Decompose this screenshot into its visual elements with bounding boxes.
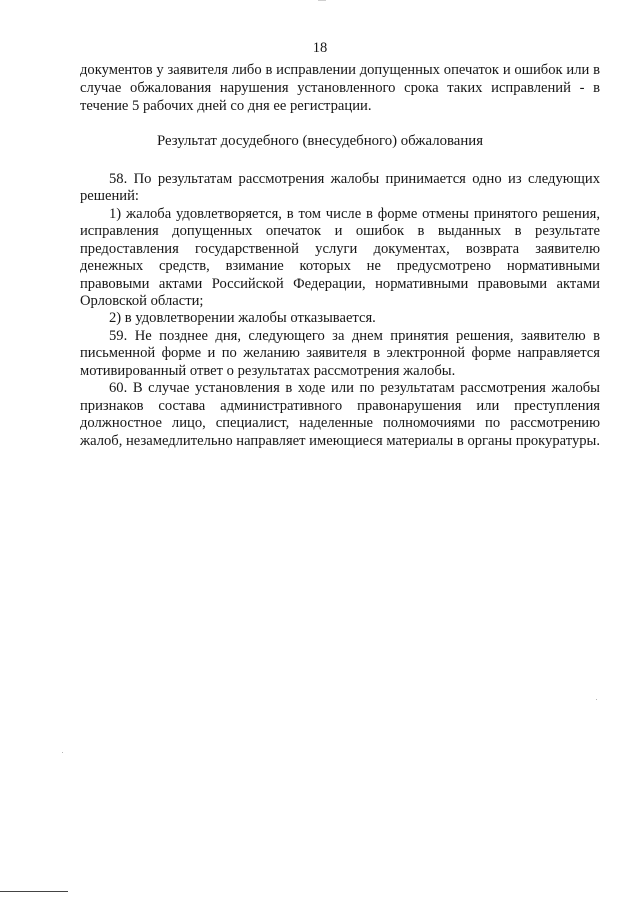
text-line: 58. По результатам рассмотрения жалобы принимается одно из следующих (109, 171, 600, 187)
text-line: Орловской области; (80, 293, 204, 309)
text-line: правовыми актами Российской Федерации, нормативными правовыми актами (80, 276, 600, 292)
scan-artifact-top (318, 0, 326, 1)
text-line: исправления допущенных опечаток и ошибок в выданных в результате (80, 223, 600, 239)
text-line: 2) в удовлетворении жалобы отказывается. (109, 310, 376, 326)
text-line: письменной форме и по желанию заявителя в электронной форме направляется (80, 345, 600, 361)
text-line: случае обжалования нарушения установленного срока таких исправлений - в (80, 80, 600, 96)
text-line: предоставления государственной услуги документах, возврата заявителю (80, 241, 600, 257)
text-line: признаков состава административного правонарушения или преступления (80, 398, 600, 414)
text-line: должностное лицо, специалист, наделенные полномочиями по рассмотрению (80, 415, 600, 431)
text-line: мотивированный ответ о результатах рассмотрения жалобы. (80, 363, 456, 379)
footnote-rule (0, 891, 68, 892)
text-line: 60. В случае установления в ходе или по результатам рассмотрения жалобы (109, 380, 600, 396)
text-line: решений: (80, 188, 139, 204)
text-line: 1) жалоба удовлетворяется, в том числе в форме отмены принятого решения, (109, 206, 600, 222)
text-line: документов у заявителя либо в исправлении допущенных опечаток и ошибок или в (80, 62, 600, 78)
scan-artifact-dot (62, 752, 63, 753)
text-line: жалоб, незамедлительно направляет имеющиеся материалы в органы прокуратуры. (80, 433, 600, 449)
text-line: денежных средств, взимание которых не предусмотрено нормативными (80, 258, 600, 274)
text-line: 59. Не позднее дня, следующего за днем принятия решения, заявителю в (109, 328, 600, 344)
section-heading: Результат досудебного (внесудебного) обжалования (156, 133, 484, 149)
scan-artifact-dot (596, 699, 597, 700)
page-number: 18 (312, 40, 328, 56)
text-line: течение 5 рабочих дней со дня ее регистрации. (80, 98, 372, 114)
